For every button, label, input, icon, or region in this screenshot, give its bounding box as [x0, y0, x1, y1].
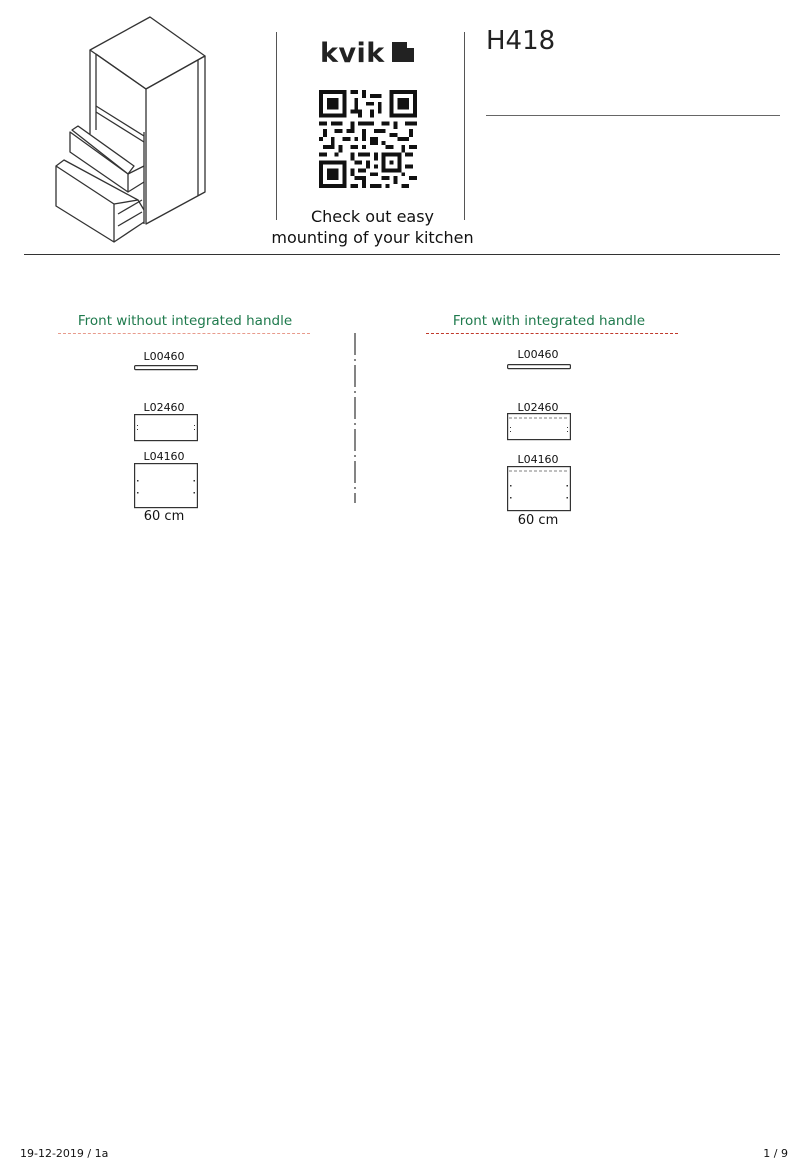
brand-logo: kvik	[320, 38, 385, 69]
header-rule	[24, 254, 780, 255]
part-drawing-right-rail	[507, 364, 571, 370]
footer-page-number: 1 / 9	[763, 1147, 788, 1160]
section-title-right: Front with integrated handle	[452, 313, 646, 329]
part-label-left-2: L04160	[143, 450, 185, 463]
part-label-right-1: L02460	[517, 401, 559, 414]
footer-date-revision: 19-12-2019 / 1a	[20, 1147, 109, 1160]
part-label-left-1: L02460	[143, 401, 185, 414]
qr-caption-line1: Check out easy	[310, 207, 435, 226]
part-drawing-left-rail	[134, 365, 198, 371]
section-underline-right	[426, 333, 678, 334]
product-code: H418	[486, 26, 556, 56]
part-drawing-right-front-small	[507, 413, 571, 441]
qr-code	[319, 90, 417, 188]
part-label-right-0: L00460	[517, 348, 559, 361]
section-title-left: Front without integrated handle	[77, 313, 293, 329]
section-underline-left	[58, 333, 310, 334]
qr-caption-line2: mounting of your kitchen	[271, 228, 474, 247]
part-drawing-left-front-large	[134, 463, 198, 509]
cabinet-illustration	[48, 14, 208, 244]
size-label-right: 60 cm	[517, 513, 559, 528]
size-label-left: 60 cm	[143, 509, 185, 524]
part-drawing-right-front-large	[507, 466, 571, 512]
part-label-left-0: L00460	[143, 350, 185, 363]
header-divider-right	[464, 32, 465, 220]
brand-logo-mark	[392, 42, 414, 62]
header-divider-left	[276, 32, 277, 220]
part-label-right-2: L04160	[517, 453, 559, 466]
section-divider	[353, 333, 357, 503]
product-code-rule	[486, 115, 780, 116]
part-drawing-left-front-small	[134, 414, 198, 442]
